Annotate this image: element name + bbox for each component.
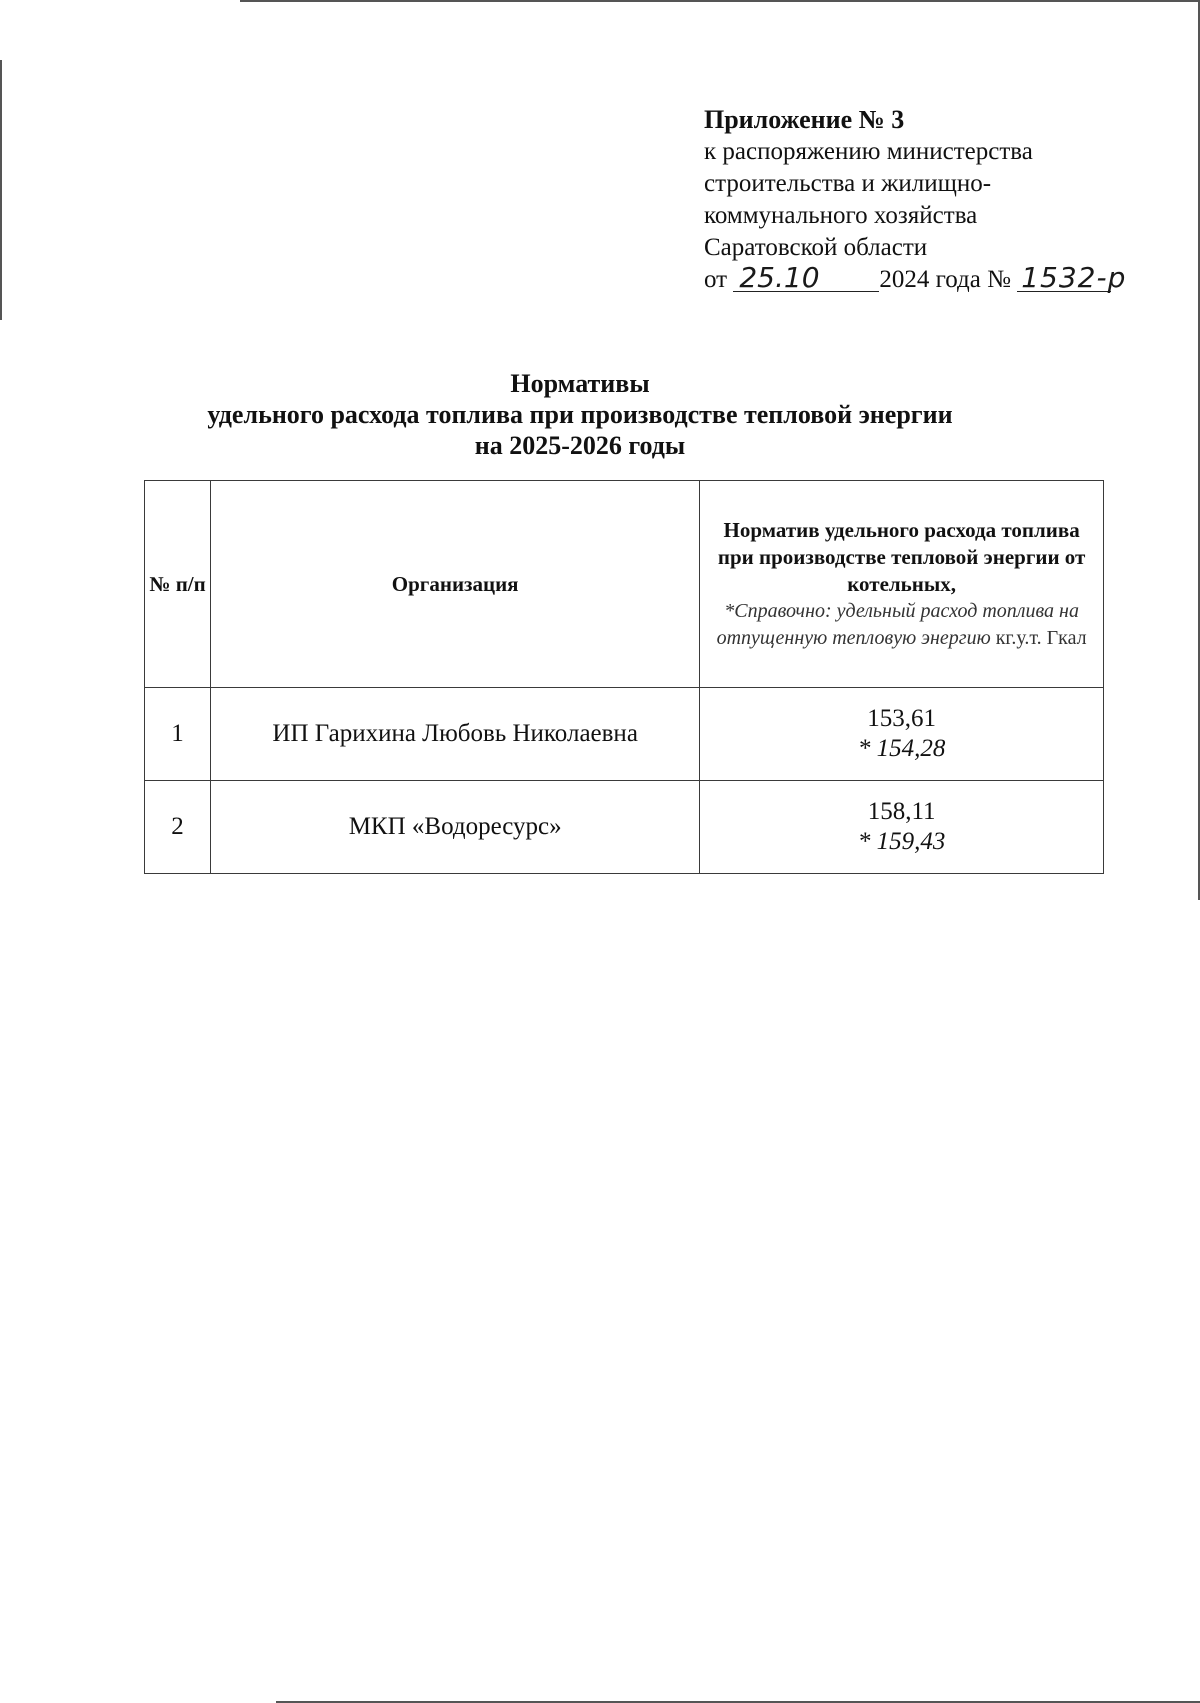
row-organization: МКП «Водоресурс» [211, 781, 700, 874]
table-header-row [145, 481, 1104, 688]
row-num: 2 [145, 781, 211, 874]
row-norm [700, 688, 1104, 781]
row-norm [700, 781, 1104, 874]
header-norm [700, 481, 1104, 688]
header-ref-note [708, 598, 1095, 652]
handwritten-date: 25.10 [733, 265, 879, 292]
annex-block [704, 104, 1164, 296]
annex-line: коммунального хозяйства [704, 202, 978, 229]
table-row [145, 781, 1104, 874]
row-num: 1 [145, 688, 211, 781]
date-suffix: 2024 года № [879, 266, 1011, 293]
header-num: № п/п [145, 481, 211, 688]
document-title [150, 368, 1010, 461]
handwritten-number: 1532-р [1017, 265, 1111, 292]
scan-edge-left [0, 60, 2, 320]
norm-value: 158,11 [867, 798, 936, 825]
header-norm-title: Норматив удельного расхода топлива при производстве тепловой энергии от котельных, [717, 517, 1086, 596]
annex-line: к распоряжению министерства [704, 138, 1033, 165]
row-organization: ИП Гарихина Любовь Николаевна [211, 688, 700, 781]
header-ref-text: *Справочно: удельный расход топлива на отпущенную тепловую энергию [716, 599, 1079, 649]
date-prefix: от [704, 266, 728, 293]
ref-value: * 154,28 [857, 735, 946, 762]
header-organization: Организация [211, 481, 700, 688]
annex-title: Приложение № 3 [704, 105, 905, 134]
header-unit: кг.у.т. Гкал [995, 626, 1087, 649]
scan-edge-top [240, 0, 1200, 2]
annex-line: строительства и жилищно- [704, 170, 992, 197]
norms-table [144, 480, 1104, 874]
ref-value: * 159,43 [857, 828, 946, 855]
annex-line: Саратовской области [704, 234, 928, 261]
norm-value: 153,61 [867, 705, 936, 732]
title-line-3: на 2025-2026 годы [474, 431, 686, 460]
title-line-1: Нормативы [510, 369, 650, 398]
title-line-2: удельного расхода топлива при производстве тепловой энергии [207, 400, 953, 429]
annex-date-line [704, 261, 1164, 296]
table-row [145, 688, 1104, 781]
